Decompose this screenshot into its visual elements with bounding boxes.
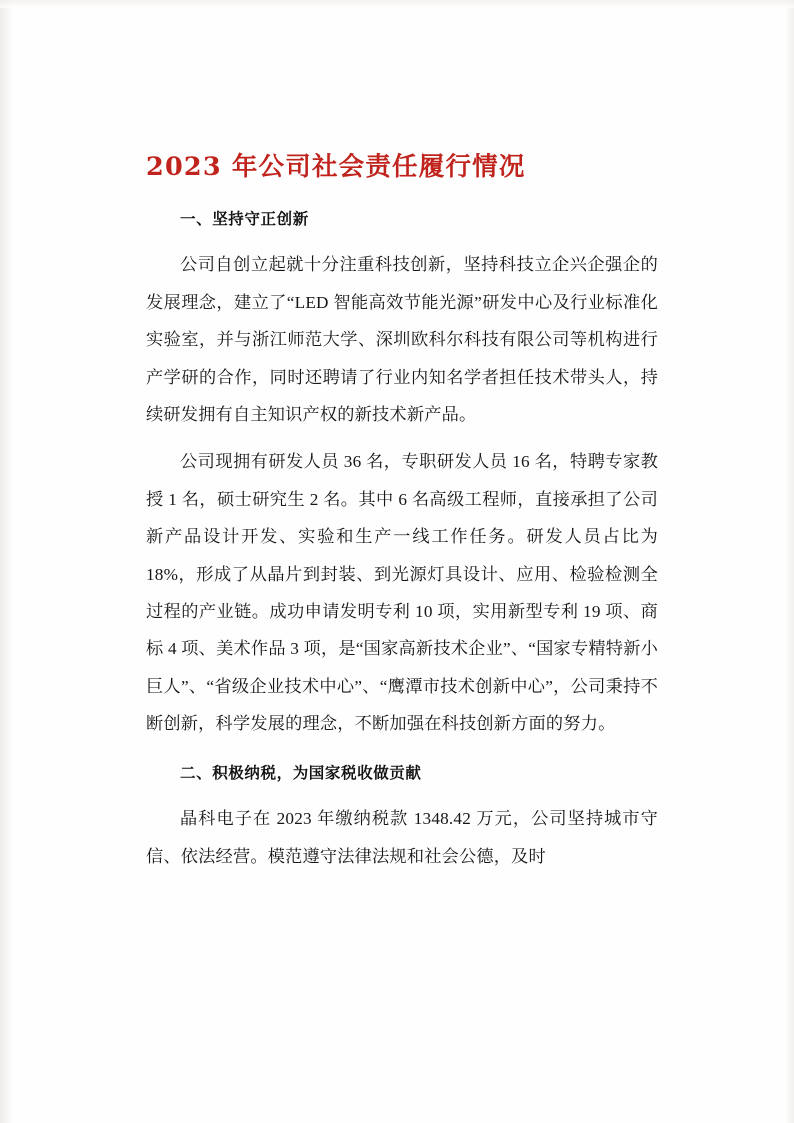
scan-edge-left <box>0 0 14 1123</box>
document-body <box>146 152 658 875</box>
section-heading-2: 二、积极纳税，为国家税收做贡献 <box>180 763 422 782</box>
section-heading-1: 一、坚持守正创新 <box>180 209 309 228</box>
section-1-paragraph-1: 公司自创立起就十分注重科技创新，坚持科技立企兴企强企的发展理念，建立了“LED 智能高效节能光源”研发中心及行业标准化实验室，并与浙江师范大学、深圳欧科尔科技有限公司等机构进行产学研的合作，同时还聘请了行业内知名学者担任技术带头人，持续研发拥有自主知识产权的新技术新产品。 <box>146 255 658 424</box>
scan-edge-top <box>0 0 794 8</box>
section-2-paragraph-1: 晶科电子在 2023 年缴纳税款 1348.42 万元，公司坚持城市守信、依法经营。模范遵守法律法规和社会公德，及时 <box>146 809 658 866</box>
page-title: 2023 年公司社会责任履行情况 <box>146 152 526 182</box>
scan-edge-right <box>784 0 794 1123</box>
section-1-paragraph-2: 公司现拥有研发人员 36 名，专职研发人员 16 名，特聘专家教授 1 名，硕士研究生 2 名。其中 6 名高级工程师，直接承担了公司新产品设计开发、实验和生产一线工作任务。研发人员占比为 18%，形成了从晶片到封装、到光源灯具设计、应用、检验检测全过程的产业链。成功申请发明专利 10 项，实用新型专利 19 项、商标 4 项、美术作品 3 项，是“国家高新技术企业”、“国家专精特新小巨人”、“省级企业技术中心”、“鹰潭市技术创新中心”，公司秉持不断创新，科学发展的理念，不断加强在科技创新方面的努力。 <box>146 452 658 734</box>
paragraph-spacer <box>146 435 658 443</box>
